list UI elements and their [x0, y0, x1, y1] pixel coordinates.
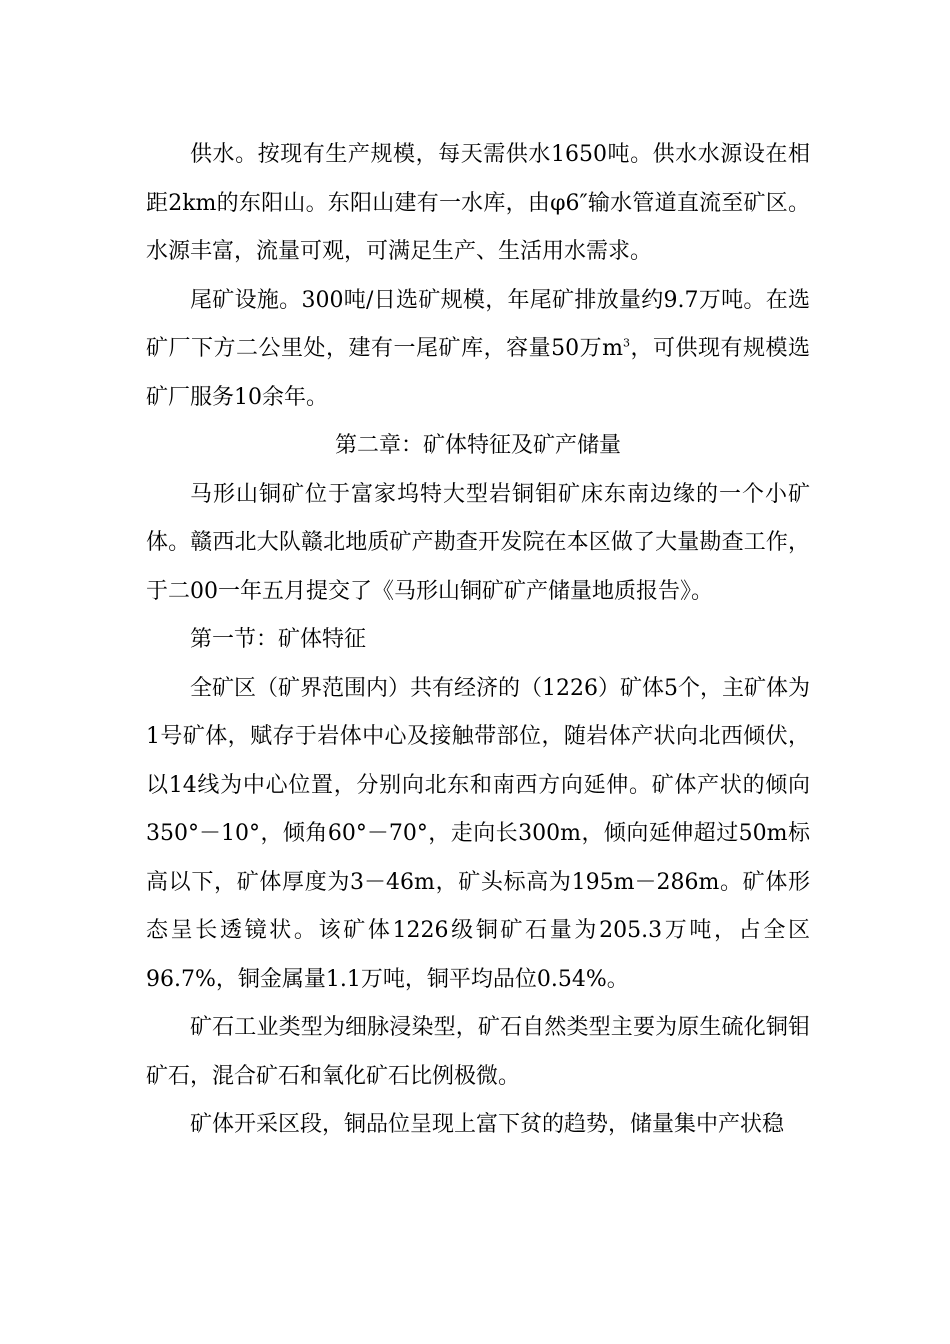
paragraph-tailings: [146, 277, 810, 423]
tailings-text-end: ，可供现有规模选矿厂服务10余年。: [146, 336, 810, 410]
cubic-exponent: 3: [622, 336, 630, 350]
chapter-heading: 第二章：矿体特征及矿产储量: [334, 433, 621, 458]
document-body: [146, 131, 810, 1150]
paragraph-ore-types: 矿石工业类型为细脉浸染型，矿石自然类型主要为原生硫化铜钼矿石，混合矿石和氧化矿石比例极微。: [146, 1015, 810, 1089]
paragraph-orebody-features: 全矿区（矿界范围内）共有经济的（1226）矿体5个，主矿体为1号矿体，赋存于岩体中心及接触带部位，随岩体产状向北西倾伏，以14线为中心位置，分别向北东和南西方向延伸。矿体产状的倾向350°－10°，倾角60°－70°，走向长300m，倾向延伸超过50m标高以下，矿体厚度为3－46m，矿头标高为195m－286m。矿体形态呈长透镜状。该矿体1226级铜矿石量为205.3万吨，占全区96.7%，铜金属量1.1万吨，铜平均品位0.54%。: [146, 675, 810, 992]
paragraph-mining-section: 矿体开采区段，铜品位呈现上富下贫的趋势，储量集中产状稳: [190, 1112, 785, 1137]
section-heading: 第一节：矿体特征: [190, 627, 367, 652]
paragraph-mine-overview: 马形山铜矿位于富家坞特大型岩铜钼矿床东南边缘的一个小矿体。赣西北大队赣北地质矿产勘查开发院在本区做了大量勘查工作，于二00一年五月提交了《马形山铜矿矿产储量地质报告》。: [146, 481, 810, 604]
paragraph-water-supply: 供水。按现有生产规模，每天需供水1650吨。供水水源设在相距2km的东阳山。东阳山建有一水库，由φ6″输水管道直流至矿区。水源丰富，流量可观，可满足生产、生活用水需求。: [146, 142, 810, 264]
tailings-text-start: 尾矿设施。300吨/日选矿规模，年尾矿排放量约9.7万吨。在选矿厂下方二公里处，建有一尾矿库，容量50万m: [146, 287, 810, 361]
